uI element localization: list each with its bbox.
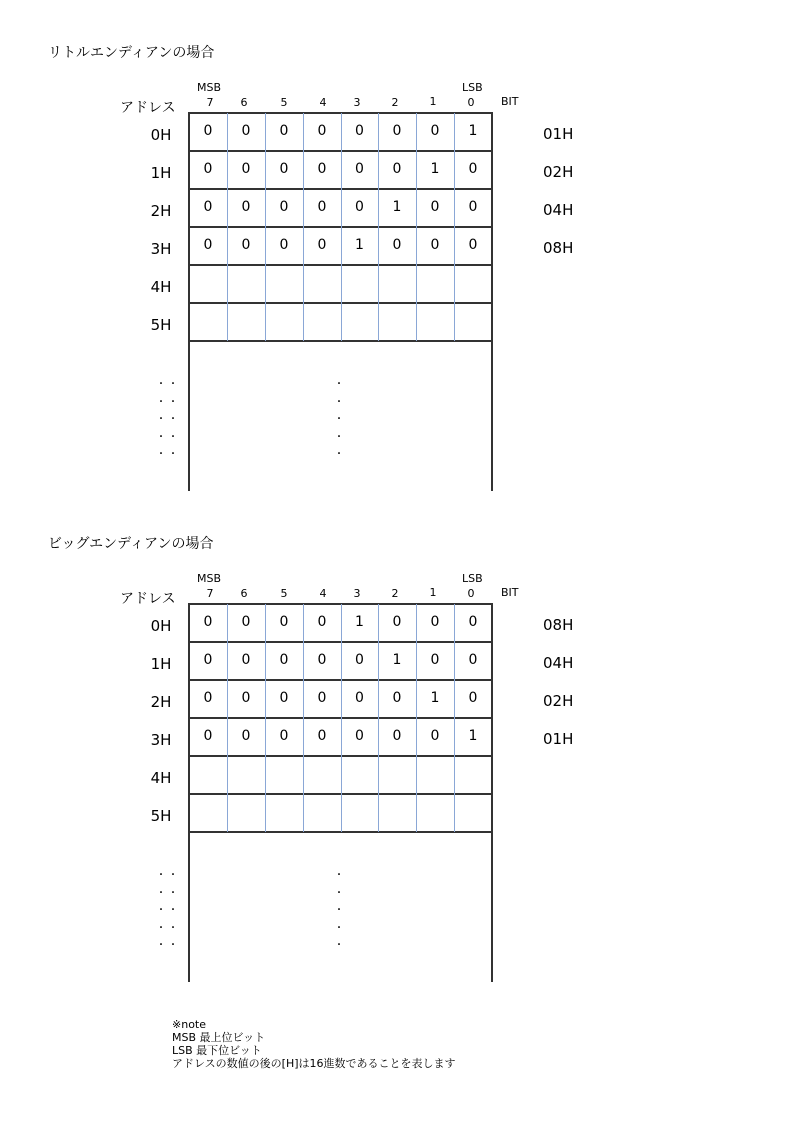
bit-cell bbox=[416, 306, 454, 336]
ellipsis-middle: ・ ・ ・ ・ ・ bbox=[334, 870, 346, 951]
bit-cell: 0 bbox=[203, 123, 213, 139]
bit-cell: 0 bbox=[279, 237, 289, 253]
bit-cell: 0 bbox=[279, 199, 289, 215]
bit-cell: 0 bbox=[317, 161, 327, 177]
byte-value: 08H bbox=[543, 239, 574, 257]
bit-number: 0 bbox=[467, 587, 475, 600]
row-address: 2H bbox=[150, 202, 172, 220]
bit-number: 2 bbox=[391, 96, 399, 109]
bit-cell: 1 bbox=[430, 161, 440, 177]
row-address: 1H bbox=[150, 655, 172, 673]
bit-label: BIT bbox=[501, 95, 519, 108]
bit-cell: 0 bbox=[430, 123, 440, 139]
bit-cell: 0 bbox=[279, 728, 289, 744]
bit-cell: 1 bbox=[430, 690, 440, 706]
bit-cell bbox=[303, 797, 341, 827]
bit-cell bbox=[265, 759, 303, 789]
byte-value: 01H bbox=[543, 125, 574, 143]
bit-cell: 0 bbox=[317, 237, 327, 253]
bit-number: 0 bbox=[467, 96, 475, 109]
bit-cell: 0 bbox=[468, 237, 478, 253]
bit-cell: 0 bbox=[317, 199, 327, 215]
row-address: 5H bbox=[150, 316, 172, 334]
bit-cell bbox=[303, 759, 341, 789]
bit-cell: 0 bbox=[468, 690, 478, 706]
row-address: 4H bbox=[150, 278, 172, 296]
bit-cell bbox=[378, 306, 416, 336]
bit-number: 3 bbox=[353, 587, 361, 600]
ellipsis-left: ・・ ・・ ・・ ・・ ・・ bbox=[156, 870, 180, 951]
bit-cell: 0 bbox=[430, 237, 440, 253]
bit-cell: 0 bbox=[468, 161, 478, 177]
byte-value: 01H bbox=[543, 730, 574, 748]
bit-cell: 0 bbox=[355, 123, 364, 139]
bit-cell: 0 bbox=[392, 161, 402, 177]
row-address: 1H bbox=[150, 164, 172, 182]
bit-cell bbox=[227, 797, 265, 827]
bit-number: 7 bbox=[206, 587, 214, 600]
bit-cell: 0 bbox=[203, 237, 213, 253]
bit-cell: 0 bbox=[468, 652, 478, 668]
bit-cell: 0 bbox=[241, 199, 251, 215]
msb-label: MSB bbox=[197, 572, 222, 585]
row-address: 0H bbox=[150, 617, 172, 635]
byte-value: 04H bbox=[543, 654, 574, 672]
bit-cell: 0 bbox=[241, 652, 251, 668]
bit-cell bbox=[303, 268, 341, 298]
ellipsis-middle: ・ ・ ・ ・ ・ bbox=[334, 379, 346, 460]
bit-number: 4 bbox=[319, 96, 327, 109]
bit-cell bbox=[227, 306, 265, 336]
bit-cell bbox=[454, 797, 492, 827]
row-address: 5H bbox=[150, 807, 172, 825]
bit-cell bbox=[416, 268, 454, 298]
byte-value: 02H bbox=[543, 692, 574, 710]
byte-value: 04H bbox=[543, 201, 574, 219]
bit-cell: 0 bbox=[392, 614, 402, 630]
note-msb-line: MSB 最上位ビット bbox=[172, 1031, 266, 1044]
bit-cell: 0 bbox=[430, 728, 440, 744]
bit-cell: 0 bbox=[241, 237, 251, 253]
bit-cell: 0 bbox=[203, 161, 213, 177]
bit-cell bbox=[189, 759, 227, 789]
bit-cell: 0 bbox=[241, 690, 251, 706]
bit-cell bbox=[227, 268, 265, 298]
bit-cell: 0 bbox=[203, 199, 213, 215]
bit-cell: 0 bbox=[317, 728, 327, 744]
bit-cell: 1 bbox=[468, 123, 478, 139]
bit-cell: 1 bbox=[355, 237, 364, 253]
bit-cell bbox=[378, 268, 416, 298]
bit-number: 1 bbox=[429, 586, 437, 599]
bit-cell bbox=[227, 759, 265, 789]
big-endian-title: ビッグエンディアンの場合 bbox=[48, 536, 214, 552]
byte-value: 02H bbox=[543, 163, 574, 181]
address-header: アドレス bbox=[120, 591, 176, 607]
bit-cell: 0 bbox=[241, 614, 251, 630]
bit-cell: 0 bbox=[279, 123, 289, 139]
bit-cell: 0 bbox=[392, 690, 402, 706]
bit-number: 5 bbox=[280, 587, 288, 600]
bit-cell bbox=[416, 759, 454, 789]
bit-number: 5 bbox=[280, 96, 288, 109]
bit-cell bbox=[454, 759, 492, 789]
bit-cell: 0 bbox=[241, 728, 251, 744]
bit-cell: 0 bbox=[468, 199, 478, 215]
bit-cell: 0 bbox=[279, 161, 289, 177]
bit-number: 1 bbox=[429, 95, 437, 108]
lsb-label: LSB bbox=[462, 81, 483, 94]
row-address: 0H bbox=[150, 126, 172, 144]
bit-cell: 0 bbox=[355, 199, 364, 215]
bit-cell: 0 bbox=[317, 123, 327, 139]
little-endian-title: リトルエンディアンの場合 bbox=[48, 45, 215, 61]
bit-cell: 0 bbox=[430, 199, 440, 215]
row-address: 2H bbox=[150, 693, 172, 711]
bit-cell bbox=[341, 268, 378, 298]
note-hex-line: アドレスの数値の後の[H]は16進数であることを表します bbox=[172, 1057, 456, 1070]
bit-label: BIT bbox=[501, 586, 519, 599]
row-address: 3H bbox=[150, 240, 172, 258]
row-address: 4H bbox=[150, 769, 172, 787]
bit-cell: 0 bbox=[355, 652, 364, 668]
bit-cell bbox=[341, 797, 378, 827]
bit-cell: 0 bbox=[355, 728, 364, 744]
bit-number: 6 bbox=[240, 96, 248, 109]
bit-cell bbox=[454, 306, 492, 336]
row-address: 3H bbox=[150, 731, 172, 749]
note-lsb-line: LSB 最下位ビット bbox=[172, 1044, 262, 1057]
bit-cell: 1 bbox=[355, 614, 364, 630]
bit-cell bbox=[265, 306, 303, 336]
bit-cell: 0 bbox=[203, 728, 213, 744]
bit-number: 6 bbox=[240, 587, 248, 600]
bit-cell bbox=[189, 797, 227, 827]
ellipsis-left: ・・ ・・ ・・ ・・ ・・ bbox=[156, 379, 180, 460]
bit-cell: 0 bbox=[392, 728, 402, 744]
bit-cell: 0 bbox=[392, 123, 402, 139]
bit-cell: 0 bbox=[241, 161, 251, 177]
bit-number: 2 bbox=[391, 587, 399, 600]
bit-cell bbox=[189, 268, 227, 298]
bit-cell: 0 bbox=[203, 614, 213, 630]
bit-cell: 0 bbox=[203, 652, 213, 668]
bit-number: 3 bbox=[353, 96, 361, 109]
bit-cell: 0 bbox=[430, 614, 440, 630]
bit-cell: 0 bbox=[279, 614, 289, 630]
bit-cell: 0 bbox=[355, 690, 364, 706]
bit-number: 7 bbox=[206, 96, 214, 109]
bit-cell: 0 bbox=[203, 690, 213, 706]
bit-cell: 0 bbox=[430, 652, 440, 668]
bit-cell bbox=[416, 797, 454, 827]
bit-cell: 0 bbox=[355, 161, 364, 177]
bit-cell: 0 bbox=[317, 690, 327, 706]
note-heading: ※note bbox=[172, 1018, 206, 1031]
bit-cell: 1 bbox=[392, 199, 402, 215]
bit-cell bbox=[265, 797, 303, 827]
bit-cell bbox=[265, 268, 303, 298]
bit-cell bbox=[189, 306, 227, 336]
byte-value: 08H bbox=[543, 616, 574, 634]
bit-cell: 1 bbox=[392, 652, 402, 668]
lsb-label: LSB bbox=[462, 572, 483, 585]
bit-cell bbox=[303, 306, 341, 336]
bit-cell bbox=[454, 268, 492, 298]
bit-cell: 1 bbox=[468, 728, 478, 744]
bit-cell: 0 bbox=[241, 123, 251, 139]
bit-cell bbox=[378, 797, 416, 827]
bit-cell bbox=[341, 759, 378, 789]
bit-cell: 0 bbox=[317, 614, 327, 630]
note-block bbox=[172, 1018, 456, 1070]
bit-cell: 0 bbox=[468, 614, 478, 630]
bit-cell bbox=[378, 759, 416, 789]
msb-label: MSB bbox=[197, 81, 222, 94]
address-header: アドレス bbox=[120, 100, 176, 116]
bit-cell: 0 bbox=[279, 652, 289, 668]
bit-cell: 0 bbox=[392, 237, 402, 253]
bit-cell: 0 bbox=[279, 690, 289, 706]
bit-cell bbox=[341, 306, 378, 336]
bit-cell: 0 bbox=[317, 652, 327, 668]
bit-number: 4 bbox=[319, 587, 327, 600]
